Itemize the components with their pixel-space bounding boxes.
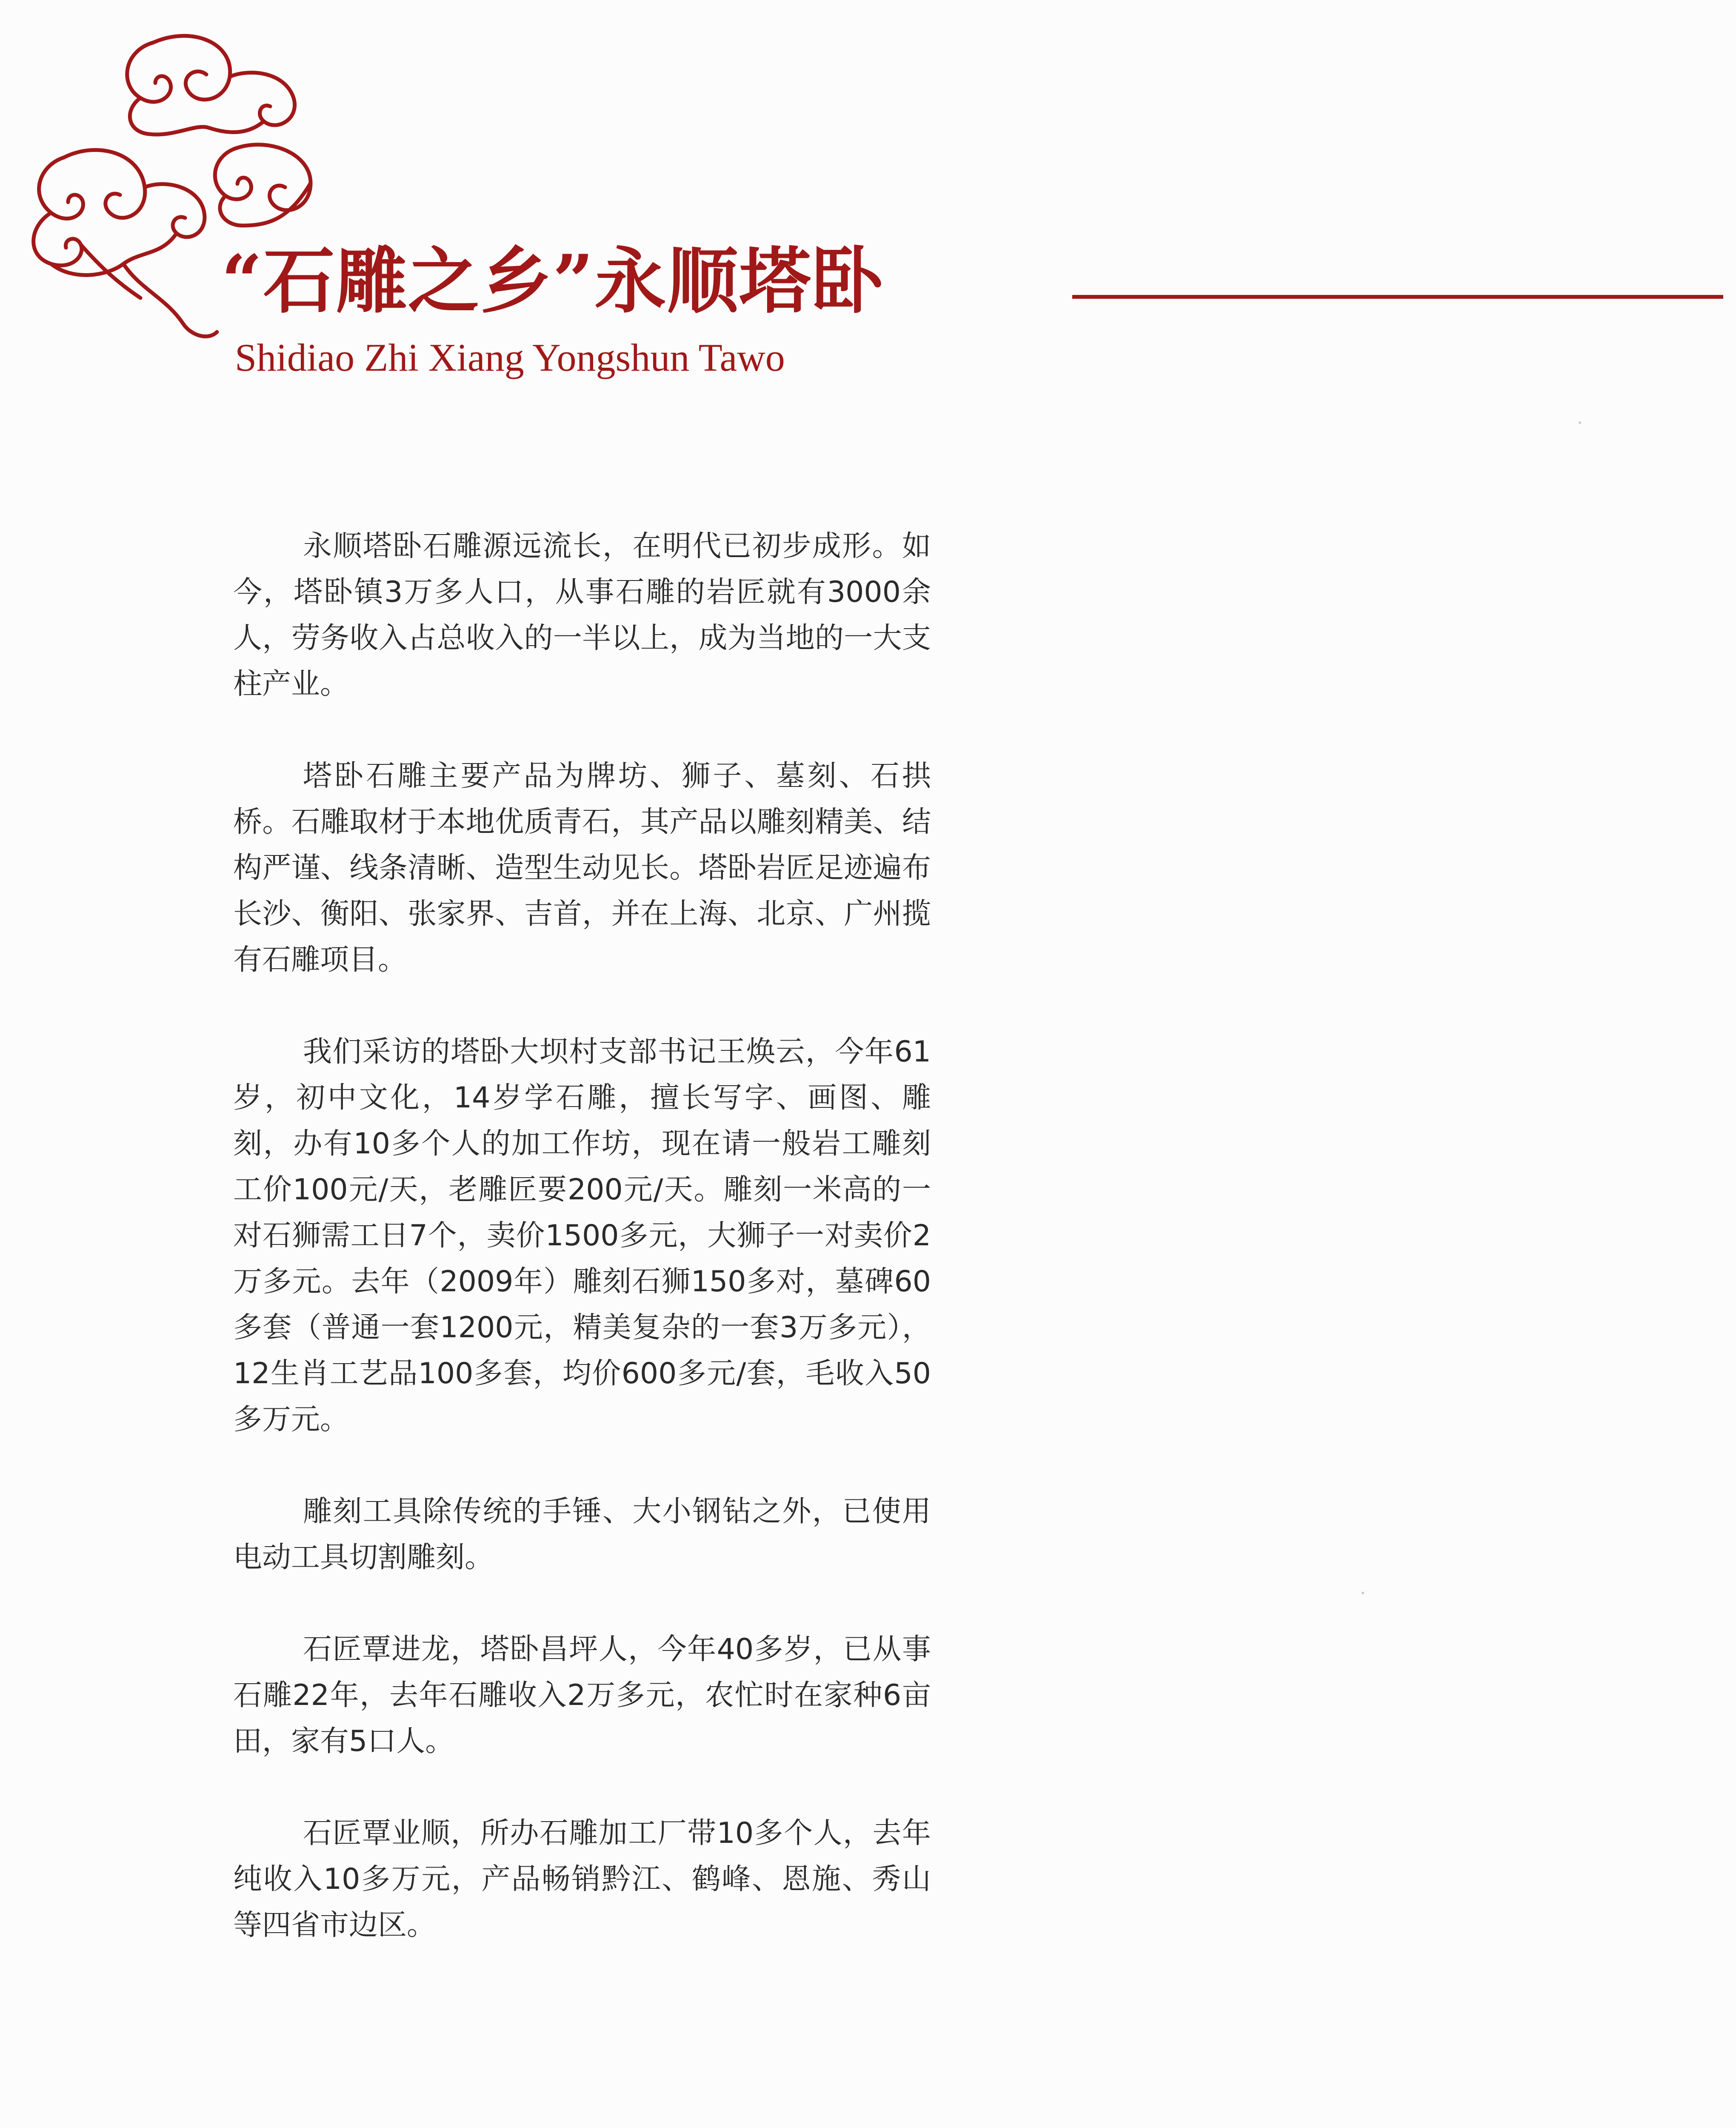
paragraph: 塔卧石雕主要产品为牌坊、狮子、墓刻、石拱桥。石雕取材于本地优质青石，其产品以雕刻精美、结构严谨、线条清晰、造型生动见长。塔卧岩匠足迹遍布长沙、衡阳、张家界、吉首，并在上海、北京、广州揽有石雕项目。	[233, 759, 931, 977]
page-subtitle: Shidiao Zhi Xiang Yongshun Tawo	[235, 336, 785, 379]
page-title: “石雕之乡”永顺塔卧	[221, 239, 884, 323]
paragraph: 石匠覃进龙，塔卧昌坪人，今年40多岁，已从事石雕22年，去年石雕收入2万多元，农忙时在家种6亩田，家有5口人。	[233, 1633, 931, 1758]
paragraph: 永顺塔卧石雕源远流长，在明代已初步成形。如今，塔卧镇3万多人口，从事石雕的岩匠就有3000余人，劳务收入占总收入的一半以上，成为当地的一大支柱产业。	[233, 529, 931, 701]
paragraph: 我们采访的塔卧大坝村支部书记王焕云，今年61岁，初中文化，14岁学石雕，擅长写字、画图、雕刻，办有10多个人的加工作坊，现在请一般岩工雕刻工价100元/天，老雕匠要200元/天。雕刻一米高的一对石狮需工日7个，卖价1500多元，大狮子一对卖价2万多元。去年（2009年）雕刻石狮150多对，墓碑60多套（普通一套1200元，精美复杂的一套3万多元），12生肖工艺品100多套，均价600多元/套，毛收入50多万元。	[233, 1035, 931, 1436]
article-body	[233, 523, 931, 1994]
paragraph: 石匠覃业顺，所办石雕加工厂带10多个人，去年纯收入10多万元，产品畅销黔江、鹤峰、恩施、秀山等四省市边区。	[233, 1816, 931, 1942]
paragraph: 雕刻工具除传统的手锤、大小钢钻之外，已使用电动工具切割雕刻。	[233, 1495, 931, 1574]
scan-speck	[1579, 421, 1581, 424]
scan-speck	[1362, 1592, 1364, 1594]
title-divider-line	[1072, 295, 1723, 299]
